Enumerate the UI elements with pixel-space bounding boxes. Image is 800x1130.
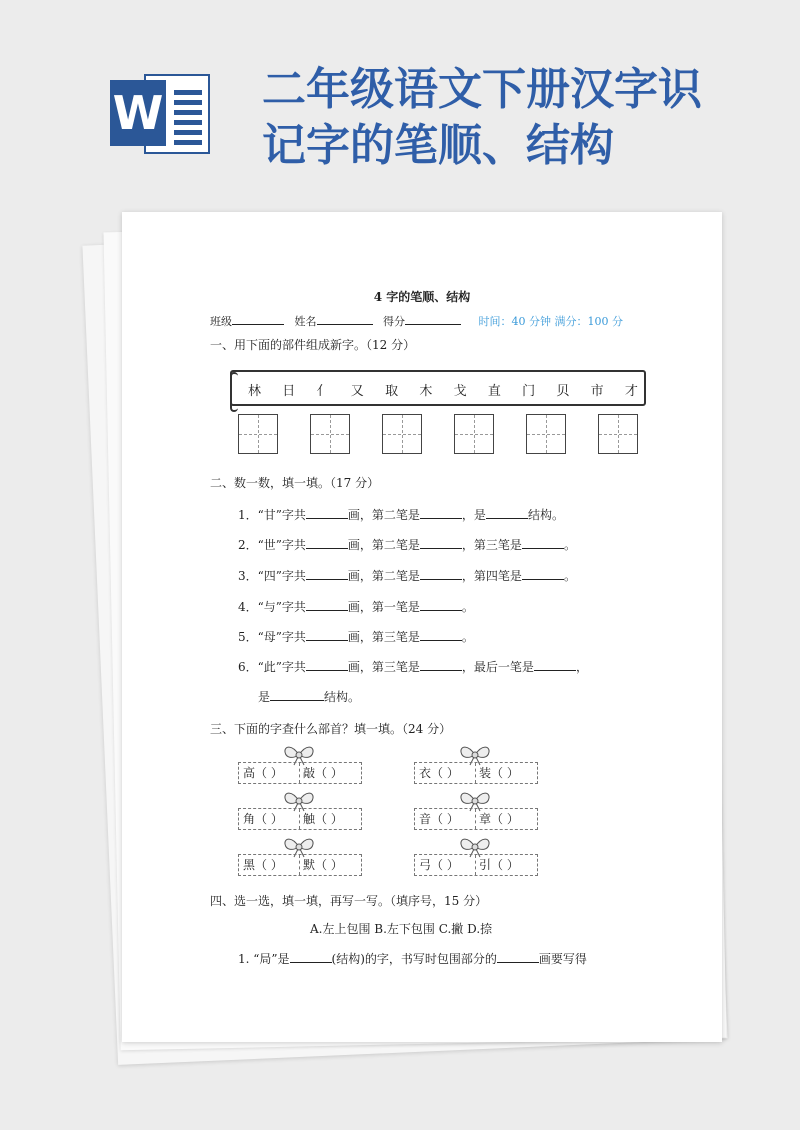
answer-blank [420, 508, 462, 519]
radical-pair-box [414, 762, 538, 784]
q4-text-c: 画要写得 [538, 952, 587, 966]
q2-text: 。 [461, 630, 474, 644]
answer-blank [522, 569, 564, 580]
q2-text: 画，第二笔是 [347, 508, 420, 522]
answer-blank [420, 538, 462, 549]
answer-blank [306, 600, 348, 611]
q2-text: 。 [461, 600, 474, 614]
q2-question [238, 628, 474, 645]
component-char: 贝 [556, 384, 570, 399]
q2-text: 画，第二笔是 [347, 538, 420, 552]
tian-grid-box [454, 414, 494, 454]
section-4-heading: 四、选一选，填一填，再写一写。（填序号，15 分） [210, 894, 488, 908]
name-label: 姓名 [294, 315, 317, 328]
q2-text: ，第三笔是 [461, 538, 522, 552]
answer-blank [420, 600, 462, 611]
q2-text: 1．“甘”字共 [238, 508, 306, 522]
section-3-heading: 三、下面的字查什么部首？填一填。（24 分） [210, 722, 452, 736]
radical-left: 弓（ ） [419, 858, 459, 872]
component-char: 木 [419, 384, 433, 399]
tian-grid-box [382, 414, 422, 454]
component-scroll [230, 370, 646, 406]
tian-grid-box [238, 414, 278, 454]
q2-text: 画，第三笔是 [347, 630, 420, 644]
component-list [248, 380, 638, 399]
word-doc-icon [110, 68, 214, 158]
answer-blank [306, 660, 348, 671]
worksheet-title: 4 字的笔顺、结构 [373, 290, 471, 304]
radical-right: 敲（ ） [303, 766, 343, 780]
tian-grid-box [310, 414, 350, 454]
q2-text: 5．“母”字共 [238, 630, 306, 644]
answer-blank [290, 952, 332, 963]
component-char: 戈 [453, 384, 467, 399]
q2-text: 画，第二笔是 [347, 569, 420, 583]
q2-text: ，是 [461, 508, 486, 522]
radical-left: 黑（ ） [243, 858, 283, 872]
radical-right: 章（ ） [479, 812, 519, 826]
class-blank [232, 314, 284, 325]
class-label: 班级 [210, 315, 232, 328]
answer-blank [420, 660, 462, 671]
component-char: 才 [624, 384, 638, 399]
q2-continuation [258, 688, 360, 705]
q4-question-1 [238, 950, 587, 967]
q2-text: 6．“此”字共 [238, 660, 306, 674]
q2-text: 画，第三笔是 [347, 660, 420, 674]
component-char: 林 [248, 384, 262, 399]
component-char: 又 [350, 384, 364, 399]
q2-text: 4．“与”字共 [238, 600, 306, 614]
q2-text: 结构。 [527, 508, 564, 522]
component-char: 直 [487, 384, 501, 399]
q2-question [238, 536, 576, 553]
q2-cont-text-a: 是 [258, 690, 271, 704]
radical-pair-box [414, 808, 538, 830]
q2-text: ， [575, 660, 588, 674]
title-line-2: 记字的笔顺、结构 [262, 120, 614, 171]
radical-pair-box [238, 762, 362, 784]
answer-blank [534, 660, 576, 671]
component-char: 日 [282, 384, 296, 399]
score-blank [405, 314, 461, 325]
page-title [262, 62, 772, 174]
answer-blank [522, 538, 564, 549]
radical-right: 引（ ） [479, 858, 519, 872]
radical-right: 默（ ） [303, 858, 343, 872]
choice-options: A.左上包围 B.左下包围 C.撇 D.捺 [310, 922, 493, 936]
q4-text-b: (结构)的字，书写时包围部分的 [331, 952, 497, 966]
q2-question [238, 598, 474, 615]
q2-text: 2．“世”字共 [238, 538, 306, 552]
q2-text: ，第四笔是 [461, 569, 522, 583]
q2-text: ，最后一笔是 [461, 660, 534, 674]
score-label: 得分 [383, 315, 405, 328]
radical-left: 角（ ） [243, 812, 283, 826]
q2-text: 3．“四”字共 [238, 569, 306, 583]
answer-blank [306, 508, 348, 519]
component-char: 亻 [316, 384, 330, 399]
radical-left: 衣（ ） [419, 766, 459, 780]
answer-blank [270, 690, 324, 701]
section-2-heading: 二、数一数，填一填。（17 分） [210, 476, 380, 490]
answer-blank [486, 508, 528, 519]
student-info-row [210, 313, 623, 329]
q2-question [238, 567, 576, 584]
answer-blank [306, 569, 348, 580]
q4-text-a: 1. “局”是 [238, 952, 290, 966]
radical-right: 装（ ） [479, 766, 519, 780]
radical-left: 音（ ） [419, 812, 459, 826]
word-badge: W [110, 80, 166, 146]
q2-question [238, 506, 564, 523]
answer-blank [420, 569, 462, 580]
component-char: 门 [522, 384, 536, 399]
q2-text: 。 [563, 538, 576, 552]
q2-text: 画，第一笔是 [347, 600, 420, 614]
worksheet-page [122, 212, 722, 1042]
tian-grid-box [526, 414, 566, 454]
section-1-heading: 一、用下面的部件组成新字。（12 分） [210, 338, 416, 352]
tian-grid-box [598, 414, 638, 454]
radical-left: 高（ ） [243, 766, 283, 780]
q2-cont-text-b: 结构。 [324, 690, 361, 704]
answer-blank [497, 952, 539, 963]
name-blank [317, 314, 373, 325]
component-char: 市 [590, 384, 604, 399]
answer-blank [306, 538, 348, 549]
q2-text: 。 [563, 569, 576, 583]
answer-blank [306, 630, 348, 641]
title-line-1: 二年级语文下册汉字识 [262, 64, 702, 115]
radical-pair-box [238, 854, 362, 876]
q2-question [238, 658, 588, 675]
radical-right: 触（ ） [303, 812, 343, 826]
answer-blank [420, 630, 462, 641]
radical-pair-box [414, 854, 538, 876]
component-char: 取 [385, 384, 399, 399]
radical-pair-box [238, 808, 362, 830]
time-info: 时间：40 分钟 满分：100 分 [478, 315, 623, 328]
